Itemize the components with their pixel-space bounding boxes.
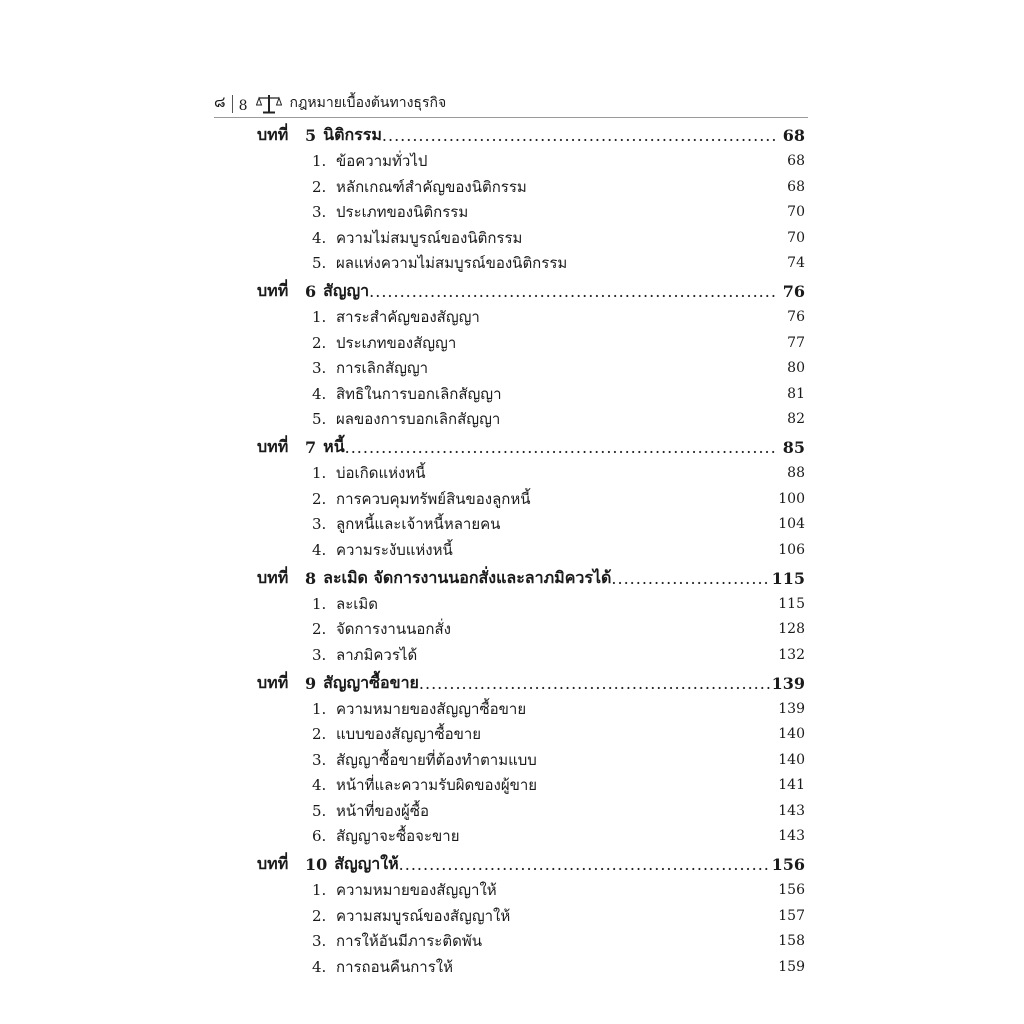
- section-number: 1.: [312, 699, 327, 718]
- section-title: ผลแห่งความไม่สมบูรณ์ของนิติกรรม: [336, 254, 568, 273]
- section-page-number: 80: [787, 360, 805, 377]
- section-number: 1.: [312, 594, 327, 613]
- section-page-number: 70: [787, 204, 805, 221]
- section-title: หลักเกณฑ์สำคัญของนิติกรรม: [336, 177, 527, 196]
- chapter-entry: [257, 435, 805, 461]
- section-title: ความหมายของสัญญาซื้อขาย: [336, 699, 527, 718]
- section-entry: [257, 747, 805, 773]
- section-page-number: 70: [787, 229, 805, 246]
- section-number: 2.: [312, 333, 327, 352]
- section-page-number: 159: [778, 958, 805, 975]
- section-number: 3.: [312, 203, 327, 222]
- section-page-number: 115: [778, 595, 805, 612]
- section-entry: [257, 642, 805, 668]
- section-entry: [257, 798, 805, 824]
- section-title: หน้าที่ของผู้ซื้อ: [336, 801, 430, 820]
- section-title: จัดการงานนอกสั่ง: [336, 620, 451, 639]
- dot-leader: [611, 569, 769, 588]
- section-number: 4.: [312, 384, 327, 403]
- chapter-entry: [257, 566, 805, 592]
- chapter-page-number: 115: [771, 568, 805, 588]
- header-separator: [232, 95, 233, 113]
- section-entry: [257, 954, 805, 980]
- chapter-entry: [257, 123, 805, 149]
- section-number: 4.: [312, 228, 327, 247]
- section-number: 2.: [312, 489, 327, 508]
- section-title: ผลของการบอกเลิกสัญญา: [336, 410, 501, 429]
- section-number: 1.: [312, 464, 327, 483]
- chapter-title: นิติกรรม: [323, 125, 382, 145]
- section-entry: [257, 174, 805, 200]
- section-entry: [257, 722, 805, 748]
- dot-leader: [419, 674, 770, 693]
- chapter-label: บทที่: [257, 854, 289, 874]
- dot-leader: [382, 126, 777, 145]
- section-title: ความหมายของสัญญาให้: [336, 881, 497, 900]
- section-page-number: 143: [778, 828, 805, 845]
- section-number: 2.: [312, 906, 327, 925]
- section-entry: [257, 461, 805, 487]
- section-page-number: 157: [778, 907, 805, 924]
- section-page-number: 128: [778, 621, 805, 638]
- section-entry: [257, 591, 805, 617]
- section-page-number: 139: [778, 700, 805, 717]
- chapter-number: 6: [305, 282, 317, 302]
- section-page-number: 143: [778, 802, 805, 819]
- chapter-label: บทที่: [257, 281, 289, 301]
- dot-leader: [369, 282, 777, 301]
- section-title: ประเภทของสัญญา: [336, 333, 457, 352]
- section-entry: [257, 512, 805, 538]
- section-number: 5.: [312, 410, 327, 429]
- section-entry: [257, 903, 805, 929]
- section-entry: [257, 381, 805, 407]
- section-page-number: 158: [778, 933, 805, 950]
- chapter-entry: [257, 279, 805, 305]
- section-number: 3.: [312, 359, 327, 378]
- section-page-number: 68: [787, 153, 805, 170]
- section-entry: [257, 929, 805, 955]
- page-number-thai: ๘: [214, 93, 226, 111]
- section-entry: [257, 356, 805, 382]
- section-entry: [257, 225, 805, 251]
- chapter-title: หนี้: [323, 437, 345, 457]
- section-page-number: 77: [787, 334, 805, 351]
- book-title: กฎหมายเบื้องต้นทางธุรกิจ: [289, 95, 447, 111]
- section-page-number: 82: [787, 411, 805, 428]
- chapter-label: บทที่: [257, 437, 289, 457]
- section-entry: [257, 824, 805, 850]
- chapter-page-number: 85: [782, 438, 805, 458]
- chapter-entry: [257, 852, 805, 878]
- chapter-entry: [257, 671, 805, 697]
- table-of-contents: [257, 123, 805, 980]
- section-number: 3.: [312, 750, 327, 769]
- section-number: 1.: [312, 152, 327, 171]
- section-entry: [257, 696, 805, 722]
- running-header: [214, 88, 808, 114]
- section-page-number: 140: [778, 751, 805, 768]
- section-entry: [257, 149, 805, 175]
- page-number: 8: [238, 98, 248, 114]
- section-page-number: 74: [787, 255, 805, 272]
- chapter-number: 9: [305, 673, 317, 693]
- chapter-number: 10: [305, 855, 328, 875]
- section-title: ประเภทของนิติกรรม: [336, 203, 469, 222]
- section-number: 6.: [312, 827, 327, 846]
- section-title: สัญญาจะซื้อจะขาย: [336, 827, 460, 846]
- section-title: สัญญาซื้อขายที่ต้องทำตามแบบ: [336, 750, 537, 769]
- section-number: 4.: [312, 540, 327, 559]
- section-title: ละเมิด: [336, 594, 379, 613]
- dot-leader: [345, 438, 777, 457]
- section-title: ลาภมิควรได้: [336, 645, 418, 664]
- chapter-number: 7: [305, 438, 317, 458]
- section-number: 1.: [312, 881, 327, 900]
- section-number: 3.: [312, 645, 327, 664]
- section-title: หน้าที่และความรับผิดของผู้ขาย: [336, 776, 538, 795]
- section-entry: [257, 407, 805, 433]
- section-number: 5.: [312, 254, 327, 273]
- section-page-number: 140: [778, 726, 805, 743]
- chapter-title: ละเมิด จัดการงานนอกสั่งและลาภมิควรได้: [323, 567, 612, 587]
- section-entry: [257, 330, 805, 356]
- section-page-number: 132: [778, 646, 805, 663]
- chapter-page-number: 139: [771, 673, 805, 693]
- section-entry: [257, 617, 805, 643]
- section-title: ความสมบูรณ์ของสัญญาให้: [336, 906, 511, 925]
- section-title: ความระงับแห่งหนี้: [336, 540, 453, 559]
- section-number: 2.: [312, 620, 327, 639]
- section-title: การถอนคืนการให้: [336, 957, 453, 976]
- section-page-number: 88: [787, 465, 805, 482]
- section-page-number: 81: [787, 385, 805, 402]
- chapter-page-number: 156: [771, 855, 805, 875]
- section-page-number: 100: [778, 490, 805, 507]
- chapter-title: สัญญาให้: [334, 854, 399, 874]
- section-number: 2.: [312, 177, 327, 196]
- chapter-number: 8: [305, 568, 317, 588]
- section-title: การควบคุมทรัพย์สินของลูกหนี้: [336, 489, 531, 508]
- section-entry: [257, 486, 805, 512]
- section-title: สาระสำคัญของสัญญา: [336, 308, 480, 327]
- section-number: 2.: [312, 725, 327, 744]
- section-title: การให้อันมีภาระติดพัน: [336, 932, 482, 951]
- section-number: 4.: [312, 957, 327, 976]
- section-title: แบบของสัญญาซื้อขาย: [336, 725, 482, 744]
- chapter-label: บทที่: [257, 672, 289, 692]
- chapter-page-number: 68: [782, 126, 805, 146]
- section-entry: [257, 305, 805, 331]
- section-page-number: 141: [778, 777, 805, 794]
- chapter-title: สัญญา: [323, 281, 370, 301]
- section-entry: [257, 251, 805, 277]
- section-entry: [257, 537, 805, 563]
- chapter-page-number: 76: [782, 282, 805, 302]
- section-title: บ่อเกิดแห่งหนี้: [336, 464, 426, 483]
- section-title: การเลิกสัญญา: [336, 359, 429, 378]
- chapter-label: บทที่: [257, 567, 289, 587]
- chapter-title: สัญญาซื้อขาย: [323, 672, 419, 692]
- section-title: สิทธิในการบอกเลิกสัญญา: [336, 384, 502, 403]
- section-number: 1.: [312, 308, 327, 327]
- section-entry: [257, 773, 805, 799]
- section-title: ความไม่สมบูรณ์ของนิติกรรม: [336, 228, 523, 247]
- section-number: 4.: [312, 776, 327, 795]
- section-page-number: 106: [778, 541, 805, 558]
- section-title: ลูกหนี้และเจ้าหนี้หลายคน: [336, 515, 501, 534]
- section-page-number: 76: [787, 309, 805, 326]
- section-page-number: 156: [778, 882, 805, 899]
- section-number: 5.: [312, 801, 327, 820]
- chapter-number: 5: [305, 126, 317, 146]
- section-number: 3.: [312, 932, 327, 951]
- chapter-label: บทที่: [257, 125, 289, 145]
- section-page-number: 68: [787, 178, 805, 195]
- header-rule: [214, 117, 808, 118]
- scales-of-justice-icon: [256, 94, 282, 114]
- section-entry: [257, 878, 805, 904]
- section-number: 3.: [312, 515, 327, 534]
- dot-leader: [399, 855, 770, 874]
- section-title: ข้อความทั่วไป: [336, 152, 428, 171]
- section-entry: [257, 200, 805, 226]
- section-page-number: 104: [778, 516, 805, 533]
